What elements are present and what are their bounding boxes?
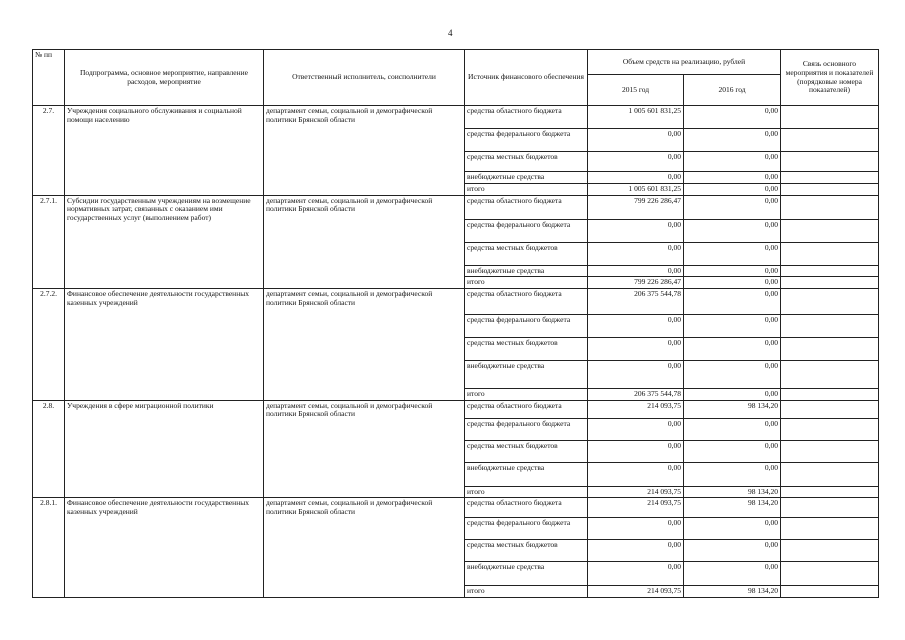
source-local: средства местных бюджетов [465, 337, 588, 360]
source-local: средства местных бюджетов [465, 540, 588, 562]
amount-2016: 0,00 [684, 388, 781, 400]
amount-2015: 0,00 [588, 314, 684, 337]
indicator-link [781, 337, 879, 360]
program-name: Субсидии государственным учреждениям на возмещение нормативных затрат, связанных с оказанием ими государственных услуг (выполнением работ) [65, 195, 264, 288]
source-extra: внебюджетные средства [465, 172, 588, 184]
header-link: Связь основного мероприятия и показателей (порядковые номера показателей) [781, 50, 879, 106]
indicator-link [781, 277, 879, 289]
amount-2015: 0,00 [588, 265, 684, 277]
indicator-link [781, 129, 879, 152]
amount-2015: 0,00 [588, 462, 684, 486]
source-total: итого [465, 277, 588, 289]
amount-2015: 206 375 544,78 [588, 388, 684, 400]
amount-2016: 0,00 [684, 219, 781, 242]
row-number: 2.7.1. [33, 195, 65, 288]
source-extra: внебюджетные средства [465, 462, 588, 486]
table-row [33, 288, 879, 314]
amount-2016: 98 134,20 [684, 586, 781, 598]
row-number: 2.7.2. [33, 288, 65, 400]
table-row [33, 195, 879, 219]
amount-2015: 0,00 [588, 172, 684, 184]
amount-2015: 214 093,75 [588, 400, 684, 418]
amount-2016: 0,00 [684, 106, 781, 129]
header-volume: Объем средств на реализацию, рублей [588, 50, 781, 75]
amount-2016: 0,00 [684, 242, 781, 265]
source-federal: средства федерального бюджета [465, 418, 588, 440]
header-executor: Ответственный исполнитель, соисполнители [264, 50, 465, 106]
header-program: Подпрограмма, основное мероприятие, направление расходов, мероприятие [65, 50, 264, 106]
indicator-link [781, 586, 879, 598]
source-federal: средства федерального бюджета [465, 314, 588, 337]
source-regional: средства областного бюджета [465, 498, 588, 518]
indicator-link [781, 314, 879, 337]
executor: департамент семьи, социальной и демографической политики Брянской области [264, 400, 465, 498]
amount-2015: 1 005 601 831,25 [588, 184, 684, 196]
source-extra: внебюджетные средства [465, 265, 588, 277]
header-source: Источник финансового обеспечения [465, 50, 588, 106]
source-local: средства местных бюджетов [465, 242, 588, 265]
amount-2016: 0,00 [684, 288, 781, 314]
source-regional: средства областного бюджета [465, 288, 588, 314]
amount-2016: 0,00 [684, 562, 781, 586]
indicator-link [781, 518, 879, 540]
amount-2015: 0,00 [588, 337, 684, 360]
program-name: Финансовое обеспечение деятельности государственных казенных учреждений [65, 498, 264, 598]
source-regional: средства областного бюджета [465, 106, 588, 129]
indicator-link [781, 152, 879, 172]
table-row [33, 498, 879, 518]
header-year-2015: 2015 год [588, 75, 684, 106]
amount-2015: 0,00 [588, 418, 684, 440]
executor: департамент семьи, социальной и демографической политики Брянской области [264, 498, 465, 598]
source-total: итого [465, 184, 588, 196]
financing-table [32, 49, 879, 598]
amount-2016: 0,00 [684, 314, 781, 337]
amount-2015: 0,00 [588, 540, 684, 562]
source-local: средства местных бюджетов [465, 440, 588, 462]
executor: департамент семьи, социальной и демографической политики Брянской области [264, 106, 465, 196]
source-local: средства местных бюджетов [465, 152, 588, 172]
header-year-2016: 2016 год [684, 75, 781, 106]
amount-2015: 0,00 [588, 129, 684, 152]
amount-2016: 0,00 [684, 129, 781, 152]
amount-2016: 0,00 [684, 337, 781, 360]
amount-2016: 98 134,20 [684, 498, 781, 518]
source-regional: средства областного бюджета [465, 195, 588, 219]
source-extra: внебюджетные средства [465, 562, 588, 586]
indicator-link [781, 486, 879, 498]
amount-2016: 98 134,20 [684, 400, 781, 418]
indicator-link [781, 418, 879, 440]
executor: департамент семьи, социальной и демографической политики Брянской области [264, 195, 465, 288]
indicator-link [781, 440, 879, 462]
amount-2016: 0,00 [684, 440, 781, 462]
indicator-link [781, 400, 879, 418]
source-federal: средства федерального бюджета [465, 219, 588, 242]
amount-2015: 206 375 544,78 [588, 288, 684, 314]
amount-2016: 0,00 [684, 540, 781, 562]
indicator-link [781, 288, 879, 314]
source-total: итого [465, 586, 588, 598]
amount-2015: 0,00 [588, 518, 684, 540]
source-federal: средства федерального бюджета [465, 129, 588, 152]
program-name: Учреждения социального обслуживания и социальной помощи населению [65, 106, 264, 196]
amount-2015: 214 093,75 [588, 498, 684, 518]
source-total: итого [465, 486, 588, 498]
program-name: Учреждения в сфере миграционной политики [65, 400, 264, 498]
amount-2016: 0,00 [684, 277, 781, 289]
amount-2015: 799 226 286,47 [588, 277, 684, 289]
indicator-link [781, 462, 879, 486]
amount-2015: 0,00 [588, 219, 684, 242]
source-total: итого [465, 388, 588, 400]
amount-2016: 0,00 [684, 418, 781, 440]
amount-2016: 0,00 [684, 172, 781, 184]
amount-2016: 0,00 [684, 152, 781, 172]
indicator-link [781, 265, 879, 277]
amount-2016: 0,00 [684, 195, 781, 219]
amount-2015: 0,00 [588, 360, 684, 388]
amount-2016: 0,00 [684, 184, 781, 196]
amount-2015: 1 005 601 831,25 [588, 106, 684, 129]
amount-2016: 0,00 [684, 518, 781, 540]
source-regional: средства областного бюджета [465, 400, 588, 418]
indicator-link [781, 242, 879, 265]
table-row [33, 106, 879, 129]
amount-2015: 799 226 286,47 [588, 195, 684, 219]
row-number: 2.8.1. [33, 498, 65, 598]
amount-2015: 214 093,75 [588, 586, 684, 598]
program-name: Финансовое обеспечение деятельности государственных казенных учреждений [65, 288, 264, 400]
amount-2015: 0,00 [588, 152, 684, 172]
page-number: 4 [448, 28, 453, 38]
indicator-link [781, 184, 879, 196]
amount-2015: 0,00 [588, 562, 684, 586]
row-number: 2.7. [33, 106, 65, 196]
amount-2016: 98 134,20 [684, 486, 781, 498]
indicator-link [781, 172, 879, 184]
amount-2016: 0,00 [684, 360, 781, 388]
indicator-link [781, 219, 879, 242]
amount-2015: 214 093,75 [588, 486, 684, 498]
amount-2016: 0,00 [684, 462, 781, 486]
amount-2016: 0,00 [684, 265, 781, 277]
amount-2015: 0,00 [588, 440, 684, 462]
source-extra: внебюджетные средства [465, 360, 588, 388]
source-federal: средства федерального бюджета [465, 518, 588, 540]
indicator-link [781, 562, 879, 586]
row-number: 2.8. [33, 400, 65, 498]
indicator-link [781, 388, 879, 400]
executor: департамент семьи, социальной и демографической политики Брянской области [264, 288, 465, 400]
indicator-link [781, 360, 879, 388]
indicator-link [781, 195, 879, 219]
indicator-link [781, 498, 879, 518]
amount-2015: 0,00 [588, 242, 684, 265]
table-row [33, 400, 879, 418]
indicator-link [781, 540, 879, 562]
indicator-link [781, 106, 879, 129]
header-num: № пп [33, 50, 65, 106]
